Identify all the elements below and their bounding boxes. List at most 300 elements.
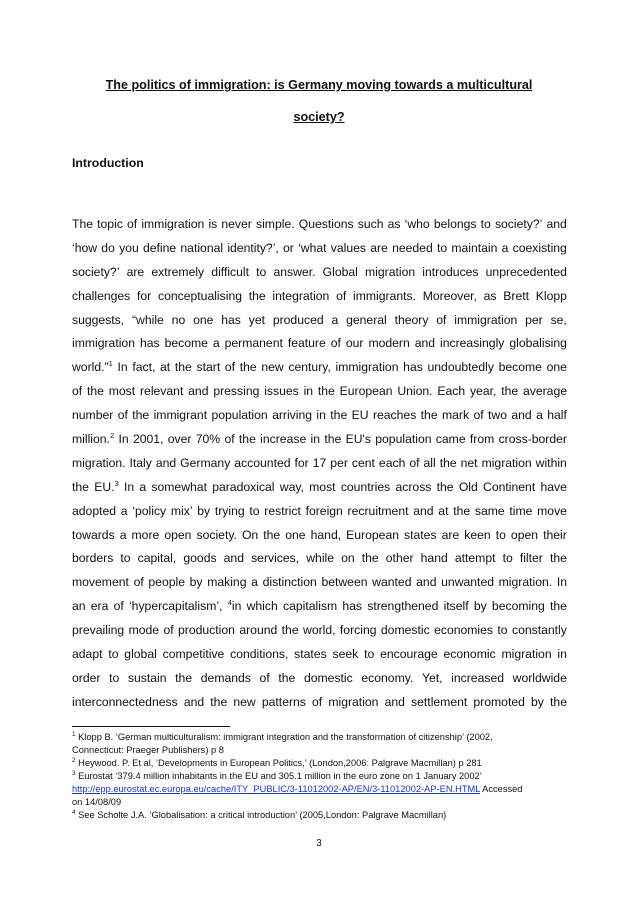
word: all — [423, 455, 436, 470]
word: by — [531, 694, 544, 709]
word: answer. — [273, 264, 316, 279]
word: European — [346, 527, 399, 542]
word: open — [164, 527, 192, 542]
word: society. — [196, 527, 237, 542]
word: is — [208, 217, 218, 231]
word: move — [537, 503, 567, 518]
word: to — [109, 670, 120, 685]
word: the — [278, 670, 296, 685]
word: become — [498, 360, 542, 375]
word: while — [306, 551, 335, 566]
word: immigration — [335, 360, 399, 375]
word: and — [546, 217, 567, 231]
word: one — [193, 312, 214, 327]
word: increasingly — [440, 336, 505, 351]
word: the — [281, 623, 299, 638]
word: in — [303, 384, 314, 399]
word: ‘policy — [132, 503, 167, 518]
word: production — [178, 623, 235, 638]
word: In — [123, 479, 135, 494]
word: undoubtedly — [427, 360, 494, 375]
word: goods — [183, 551, 217, 566]
footnote-accessed: Accessed — [480, 784, 523, 794]
word: filter — [519, 551, 543, 566]
word: In — [556, 575, 567, 590]
word: topic — [97, 217, 123, 231]
word: borders — [72, 551, 114, 566]
word: or — [283, 240, 294, 255]
word: Each — [437, 384, 466, 399]
word: hand, — [310, 527, 342, 542]
word: maintain — [451, 240, 498, 255]
word: coexisting — [512, 240, 567, 255]
word: domestic — [380, 623, 430, 638]
word: by — [473, 599, 487, 614]
word: general — [346, 312, 387, 327]
word: arriving — [272, 408, 313, 423]
word: the — [439, 455, 457, 470]
word: national — [180, 240, 224, 255]
word: the — [453, 503, 471, 518]
word: restrict — [264, 503, 301, 518]
word: capital, — [137, 551, 177, 566]
body-line — [72, 599, 567, 623]
word: to — [120, 551, 131, 566]
word: and — [511, 408, 532, 423]
word: unwanted — [441, 575, 494, 590]
word: world.”$^1$ — [72, 359, 113, 375]
word: the — [263, 527, 281, 542]
word: per — [330, 455, 348, 470]
footnote-2 — [72, 757, 572, 770]
word: million.$^2$ — [72, 430, 115, 447]
page-number: 3 — [316, 838, 322, 849]
word: EU.$^3$ — [94, 478, 119, 494]
word: extremely — [151, 264, 205, 279]
word: population — [375, 432, 432, 447]
word: somewhat — [151, 479, 207, 494]
word: paradoxical — [212, 479, 275, 494]
word: of — [330, 336, 341, 351]
word: accounted — [234, 455, 291, 470]
word: Moreover, — [422, 288, 477, 303]
word: increased — [451, 670, 505, 685]
word: half — [547, 408, 567, 423]
body-line — [72, 575, 567, 599]
body-line — [72, 241, 567, 265]
word: open — [510, 527, 539, 542]
word: of — [163, 623, 174, 638]
word: immigrant — [153, 408, 208, 423]
word: to — [502, 551, 513, 566]
word: worldwide — [512, 670, 567, 685]
word: century, — [288, 360, 331, 375]
word: two — [488, 408, 507, 423]
word: belongs — [433, 217, 477, 231]
word: simple. — [256, 217, 295, 231]
word: reaches — [372, 408, 417, 423]
word: a — [251, 575, 258, 590]
word: interconnectedness — [72, 694, 178, 709]
word: define — [142, 240, 177, 255]
word: Italy — [129, 455, 152, 470]
word: the — [86, 384, 104, 399]
word: one — [285, 527, 306, 542]
word: per — [525, 312, 543, 327]
word: the — [550, 694, 567, 709]
word: the — [436, 479, 454, 494]
word: the — [210, 694, 228, 709]
footnote-reference: 3 — [114, 478, 119, 488]
word: immigrants. — [352, 288, 416, 303]
word: to — [249, 503, 260, 518]
word: way, — [279, 479, 304, 494]
word: and — [416, 575, 437, 590]
word: have — [540, 479, 567, 494]
word: the — [324, 432, 342, 447]
word: capitalism — [282, 599, 338, 614]
word: Questions — [298, 217, 354, 231]
word: you — [119, 240, 139, 255]
word: Germany — [180, 455, 231, 470]
word: ‘hypercapitalism’, — [128, 599, 223, 614]
word: such — [357, 217, 384, 231]
word: cent — [351, 455, 375, 470]
word: hand — [420, 551, 448, 566]
footnote-reference: 1 — [108, 359, 113, 369]
footnote-text: Heywood. P. Et al, ‘Developments in European Politics,’ (London,2006: Palgrave Macmillan) p 281 — [75, 758, 482, 768]
body-line — [72, 217, 567, 241]
word: a — [331, 312, 339, 327]
word: a — [120, 503, 128, 518]
word: of — [117, 408, 128, 423]
word: the — [330, 408, 348, 423]
word: each — [378, 455, 406, 470]
word: a — [536, 408, 543, 423]
word: population — [211, 408, 268, 423]
word: The — [72, 217, 94, 231]
body-line — [72, 289, 567, 313]
word: by — [197, 503, 211, 518]
word: of — [127, 217, 138, 231]
word: in — [310, 432, 321, 447]
word: for — [137, 288, 152, 303]
body-line — [72, 623, 567, 647]
word: economic — [443, 647, 496, 662]
word: unprecedented — [485, 264, 567, 279]
word: the — [317, 384, 335, 399]
word: adopted — [72, 503, 117, 518]
word: states — [294, 647, 327, 662]
word: ‘what — [298, 240, 327, 255]
word: EU's — [345, 432, 371, 447]
word: promoted — [473, 694, 525, 709]
word: and — [188, 384, 209, 399]
word: came — [435, 432, 466, 447]
footnote-3-date: on 14/08/09 — [72, 797, 122, 807]
footnote-text: See Scholte J.A. ‘Globalisation: a critical introduction’ (2005,London: Palgrave Macmillan) — [75, 810, 447, 820]
footnote-marker: 4 — [72, 808, 76, 816]
word: world, — [303, 623, 336, 638]
footnote-3 — [72, 770, 572, 783]
word: European — [339, 384, 393, 399]
body-line — [72, 456, 567, 480]
word: as — [387, 217, 401, 231]
word: across — [395, 479, 432, 494]
word: wanted — [372, 575, 412, 590]
word: the — [175, 670, 193, 685]
word: the — [238, 432, 256, 447]
word: and — [384, 694, 405, 709]
word: of — [436, 312, 447, 327]
word: no — [171, 312, 186, 327]
word: which — [246, 599, 278, 614]
word: encourage — [380, 647, 438, 662]
footnote-marker: 2 — [72, 756, 76, 764]
word: suggests, — [72, 312, 125, 327]
word: and — [223, 551, 244, 566]
word: era — [90, 599, 109, 614]
word: $^4$in — [227, 598, 242, 614]
word: of — [336, 288, 347, 303]
footnotes — [72, 731, 572, 822]
word: strengthened — [367, 599, 439, 614]
eurostat-link[interactable]: http://epp.eurostat.ec.europa.eu/cache/ITY_PUBLIC/3-11012002-AP/EN/3-11012002-AP-EN.HTML — [72, 784, 481, 794]
word: migration — [328, 694, 379, 709]
word: Klopp — [535, 288, 567, 303]
word: the — [420, 408, 438, 423]
word: in — [557, 647, 567, 662]
word: the — [174, 360, 192, 375]
word: 17 — [312, 455, 327, 470]
word: globalising — [509, 336, 567, 351]
footnote-marker: 3 — [72, 769, 76, 777]
word: demands — [200, 670, 251, 685]
body-line — [72, 528, 567, 552]
word: patterns — [261, 694, 306, 709]
footnote-3-link-line — [72, 783, 572, 796]
footnote-reference: 2 — [109, 430, 115, 440]
body-line — [72, 504, 567, 528]
footnote-text: Eurostat ‘379.4 million inhabitants in the EU and 305.1 million in the euro zone on 1 January 2002’ — [75, 771, 482, 781]
word: immigration — [72, 336, 135, 351]
word: introduces — [422, 264, 479, 279]
word: start — [196, 360, 221, 375]
word: itself — [443, 599, 469, 614]
word: produced — [272, 312, 324, 327]
word: to — [108, 647, 119, 662]
word: of — [473, 408, 484, 423]
word: a — [139, 479, 147, 494]
word: the — [132, 408, 150, 423]
word: ‘who — [404, 217, 430, 231]
word: attempt — [454, 551, 496, 566]
word: net — [460, 455, 478, 470]
word: identity?’, — [227, 240, 279, 255]
word: economy. — [361, 670, 414, 685]
word: integration — [272, 288, 330, 303]
word: on — [341, 551, 355, 566]
word: has — [342, 599, 363, 614]
word: needed — [392, 240, 433, 255]
word: as — [483, 288, 497, 303]
word: has — [221, 312, 241, 327]
word: most — [309, 479, 336, 494]
word: of — [312, 694, 323, 709]
footnote-marker: 1 — [72, 730, 76, 738]
word: mode — [128, 623, 160, 638]
word: never — [221, 217, 252, 231]
body-line — [72, 408, 567, 432]
word: distinction — [262, 575, 317, 590]
word: of — [224, 432, 235, 447]
word: services, — [251, 551, 300, 566]
word: seek — [332, 647, 359, 662]
footnote-1 — [72, 731, 572, 744]
word: ‘how — [72, 240, 98, 255]
word: making — [207, 575, 247, 590]
word: society?’ — [494, 217, 543, 231]
word: the — [72, 479, 89, 494]
body-line — [72, 313, 567, 337]
word: adapt — [72, 647, 103, 662]
word: new — [261, 360, 284, 375]
word: In — [118, 432, 129, 447]
title-line-2: society? — [293, 110, 345, 124]
body-line — [72, 360, 567, 384]
word: an — [72, 599, 86, 614]
footnote-separator — [72, 726, 230, 727]
word: conceptualising — [157, 288, 242, 303]
word: becoming — [491, 599, 545, 614]
footnote-1-continued: Connecticut: Praeger Publishers) p 8 — [72, 745, 224, 755]
footnote-text: Klopp B. ‘German multiculturalism: immigrant integration and the transformation of citizenship’ (2002, — [75, 732, 493, 742]
word: between — [321, 575, 368, 590]
word: of — [133, 575, 144, 590]
word: states — [404, 527, 437, 542]
word: to — [480, 217, 491, 231]
word: and — [414, 336, 436, 351]
word: of — [113, 599, 124, 614]
word: for — [294, 455, 309, 470]
word: of — [259, 670, 270, 685]
word: EU — [351, 408, 369, 423]
word: to — [436, 240, 448, 255]
footnote-reference: 4 — [227, 598, 232, 608]
word: their — [543, 527, 567, 542]
word: within — [535, 455, 567, 470]
word: immigration — [454, 312, 518, 327]
word: Continent — [483, 479, 536, 494]
word: conditions, — [230, 647, 289, 662]
word: of — [72, 384, 83, 399]
word: a — [501, 240, 509, 255]
word: from — [469, 432, 495, 447]
word: issues — [264, 384, 299, 399]
word: domestic — [303, 670, 353, 685]
word: difficult — [211, 264, 250, 279]
word: sustain — [127, 670, 167, 685]
word: mark — [442, 408, 470, 423]
word: other — [385, 551, 414, 566]
word: at — [438, 503, 449, 518]
word: 70% — [195, 432, 221, 447]
word: one — [546, 360, 567, 375]
word: around — [239, 623, 278, 638]
word: modern — [368, 336, 410, 351]
word: and — [413, 503, 434, 518]
word: are — [441, 527, 460, 542]
word: the — [549, 599, 567, 614]
word: fact, — [132, 360, 156, 375]
word: Union. — [397, 384, 433, 399]
word: society?’ — [72, 264, 120, 279]
word: se, — [550, 312, 567, 327]
word: the — [239, 360, 257, 375]
word: cross-border — [498, 432, 567, 447]
word: the — [549, 551, 567, 566]
word: are — [126, 264, 145, 279]
word: foreign — [305, 503, 343, 518]
word: our — [345, 336, 364, 351]
body-line — [72, 432, 567, 456]
word: to — [364, 647, 375, 662]
word: keen — [464, 527, 491, 542]
word: Global — [322, 264, 358, 279]
word: forcing — [339, 623, 377, 638]
word: the — [248, 288, 266, 303]
word: trying — [214, 503, 245, 518]
word: recruitment — [347, 503, 409, 518]
word: countries — [340, 479, 391, 494]
word: yet — [248, 312, 265, 327]
word: global — [124, 647, 157, 662]
word: do — [101, 240, 115, 255]
section-heading: Introduction — [72, 156, 144, 170]
word: relevant — [139, 384, 184, 399]
word: same — [474, 503, 505, 518]
word: immigration — [141, 217, 205, 231]
body-line — [72, 480, 567, 504]
word: year, — [469, 384, 497, 399]
word: by — [189, 575, 203, 590]
word: mix’ — [170, 503, 193, 518]
word: 2001, — [132, 432, 164, 447]
word: are — [370, 240, 388, 255]
word: challenges — [72, 288, 131, 303]
word: to — [495, 527, 506, 542]
word: the — [361, 551, 379, 566]
word: theory — [394, 312, 429, 327]
word: Brett — [503, 288, 529, 303]
word: number — [72, 408, 114, 423]
word: increase — [260, 432, 307, 447]
word: permanent — [224, 336, 283, 351]
word: the — [501, 384, 519, 399]
body-text — [72, 217, 567, 719]
word: to — [256, 264, 267, 279]
word: migration — [501, 647, 552, 662]
word: and — [183, 694, 205, 709]
word: to — [497, 623, 508, 638]
body-line — [72, 695, 567, 719]
word: a — [119, 527, 127, 542]
word: migration. — [72, 455, 126, 470]
word: settlement — [411, 694, 468, 709]
word: values — [330, 240, 366, 255]
word: Yet, — [421, 670, 443, 685]
body-line — [72, 647, 567, 671]
